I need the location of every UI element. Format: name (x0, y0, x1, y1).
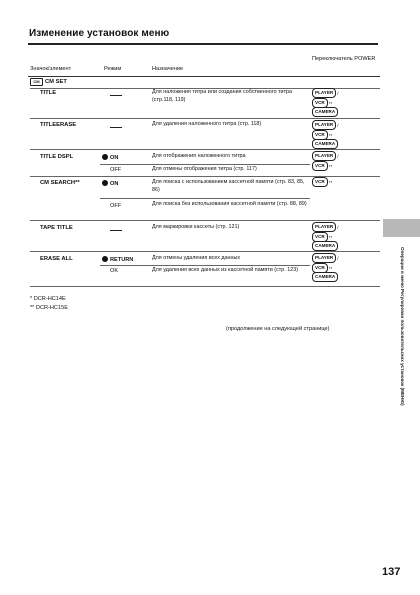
row-divider (30, 176, 380, 177)
mode-label: ON (110, 155, 119, 161)
vcr-badge: VCR (312, 232, 328, 242)
badge-suffix: / (337, 225, 339, 231)
meaning-text: Для поиска с использованием кассетной памяти (стр. 83, 85, 86) (152, 179, 305, 193)
side-tab (383, 219, 420, 237)
player-badge: PLAYER (312, 222, 336, 232)
mode-ok: OK (110, 268, 119, 274)
power-badges (312, 178, 384, 188)
page-number: 137 (382, 566, 401, 578)
mode-off: OFF (110, 167, 122, 173)
continued-note: (продолжение на следующей странице) (226, 326, 330, 332)
badge-suffix: ** (328, 100, 333, 106)
row-divider (30, 286, 380, 287)
power-badges (312, 121, 384, 150)
footnote: * DCR-HC14E (30, 296, 66, 302)
item-title-dspl: TITLE DSPL (40, 154, 74, 160)
default-bullet-icon (102, 180, 108, 186)
item-erase-all: ERASE ALL (40, 256, 73, 262)
vcr-badge: VCR (312, 177, 328, 187)
header-rule (28, 76, 380, 77)
badge-suffix: / (337, 123, 339, 129)
mode-divider (100, 198, 310, 199)
row-divider (30, 118, 380, 119)
badge-suffix: ** (328, 132, 333, 138)
player-badge: PLAYER (312, 253, 336, 263)
mode-label: ON (110, 181, 119, 187)
power-badges (312, 254, 384, 283)
mode-label: RETURN (110, 257, 134, 263)
group-label: CM SET (45, 79, 67, 85)
item-cm-search: CM SEARCH** (40, 180, 80, 186)
item-titleerase: TITLEERASE (40, 122, 77, 128)
vcr-badge: VCR (312, 130, 328, 140)
camera-badge: CAMERA (312, 272, 338, 282)
meaning-text: Для отмены удаления всех данных (152, 255, 241, 261)
mode-divider (100, 164, 310, 165)
badge-suffix: / (337, 154, 339, 160)
power-badges (312, 223, 384, 252)
meaning-text: Для отмены отображения титра (стр. 117) (152, 166, 257, 172)
mode-return (102, 256, 133, 263)
cassette-memory-icon: CM (30, 78, 43, 86)
header-meaning: Назначение (152, 66, 184, 72)
mode-on (102, 180, 118, 187)
row-divider (30, 251, 380, 252)
row-divider (30, 149, 380, 150)
meaning-text: Для маркировки кассеты (стр. 121) (152, 224, 240, 230)
item-tape-title: TAPE TITLE (40, 225, 73, 231)
meaning-text: Для наложения титра или создания собственного титра (стр.118, 119) (152, 89, 293, 103)
player-badge: PLAYER (312, 88, 336, 98)
badge-suffix: ** (328, 163, 333, 169)
title-rule (28, 43, 378, 45)
mode-divider (100, 265, 310, 266)
player-badge: PLAYER (312, 151, 336, 161)
camera-badge: CAMERA (312, 241, 338, 251)
badge-suffix: / (337, 91, 339, 97)
badge-suffix: ** (328, 180, 333, 186)
vcr-badge: VCR (312, 98, 328, 108)
footnote: ** DCR-HC15E (30, 305, 68, 311)
power-badges (312, 152, 384, 171)
mode-on (102, 154, 118, 161)
camera-badge: CAMERA (312, 139, 338, 149)
header-mode: Режим (104, 66, 122, 72)
badge-suffix: / (337, 256, 339, 262)
mode-dash (110, 127, 122, 128)
meaning-text: Для отображения наложенного титра (152, 153, 246, 159)
badge-suffix: ** (328, 265, 333, 271)
mode-off: OFF (110, 203, 122, 209)
row-divider (30, 220, 380, 221)
vcr-badge: VCR (312, 263, 328, 273)
mode-dash (110, 230, 122, 231)
camera-badge: CAMERA (312, 107, 338, 117)
vcr-badge: VCR (312, 161, 328, 171)
group-cm-set (30, 78, 67, 86)
meaning-text: Для удаления всех данных из кассетной памяти (стр. 123) (152, 267, 299, 273)
page-title: Изменение установок меню (29, 28, 170, 39)
default-bullet-icon (102, 256, 108, 262)
power-badges (312, 89, 384, 118)
mode-dash (110, 95, 122, 96)
meaning-text: Для удаления наложенного титра (стр. 118) (152, 121, 262, 127)
header-power: Переключатель POWER (312, 56, 376, 62)
default-bullet-icon (102, 154, 108, 160)
item-title: TITLE (40, 90, 57, 96)
side-tab-text: Операции в меню Регулировки пользовательских установок (МЕНЮ) (400, 247, 405, 406)
badge-suffix: ** (328, 234, 333, 240)
header-icon-item: Значок/элемент (30, 66, 72, 72)
meaning-text: Для поиска без использования кассетной памяти (стр. 88, 89) (152, 201, 307, 207)
player-badge: PLAYER (312, 120, 336, 130)
